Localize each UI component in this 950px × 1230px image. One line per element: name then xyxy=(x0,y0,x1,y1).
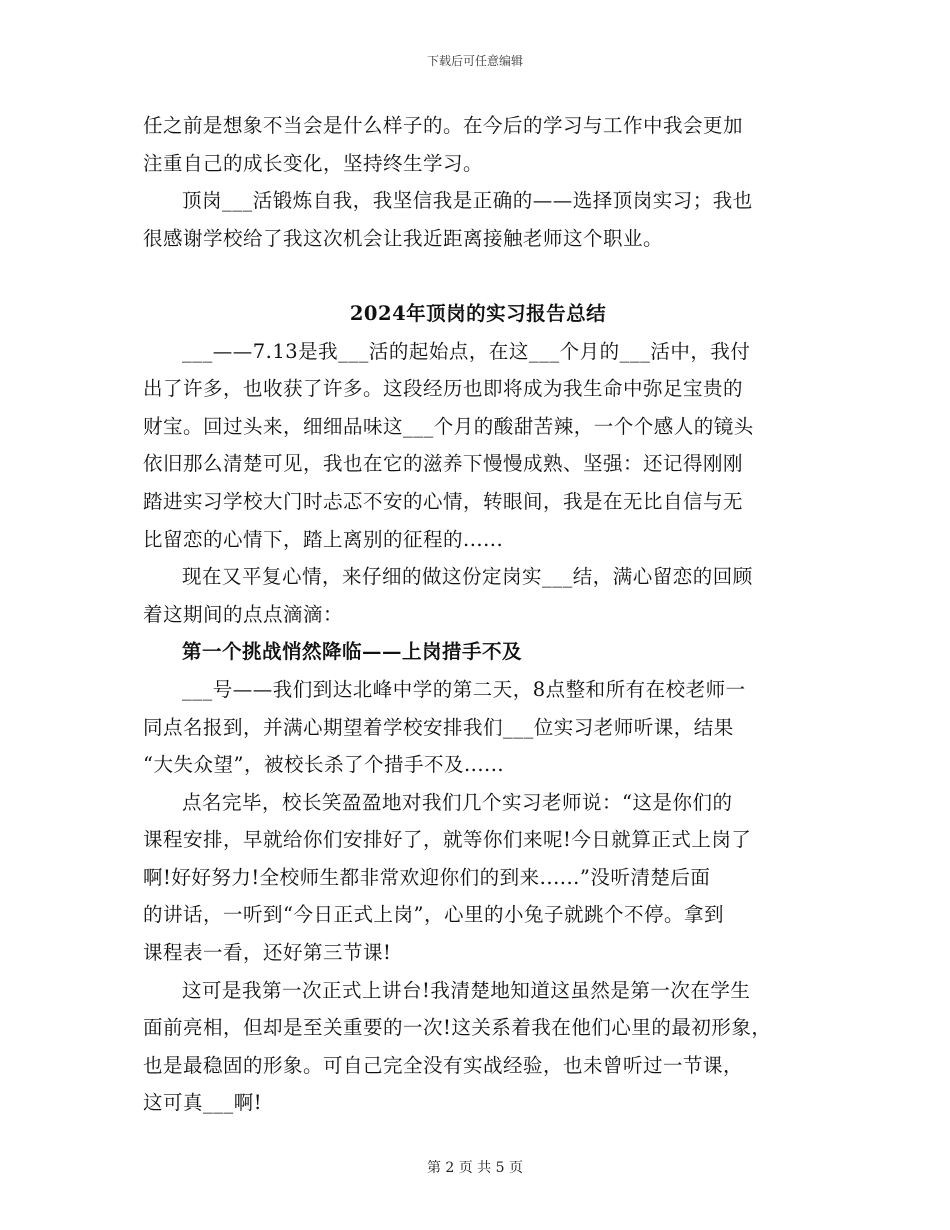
document-body xyxy=(143,107,813,1122)
body-line: 课程安排，早就给你们安排好了，就等你们来呢!今日就算正式上岗了 xyxy=(143,828,752,852)
body-line: 现在又平复心情，来仔细的做这份定岗实___结，满心留恋的回顾 xyxy=(182,565,753,589)
body-line: 顶岗___活锻炼自我，我坚信我是正确的——选择顶岗实习；我也 xyxy=(182,189,753,213)
body-line: 着这期间的点点滴滴： xyxy=(143,602,344,626)
body-line: 面前亮相，但却是至关重要的一次!这关系着我在他们心里的最初形象， xyxy=(143,1016,772,1040)
section-title: 2024年顶岗的实习报告总结 xyxy=(349,301,607,325)
body-line: 这可真___啊! xyxy=(143,1091,263,1115)
body-line: 财宝。回过头来，细细品味这___个月的酸甜苦辣，一个个感人的镜头 xyxy=(143,414,754,438)
page-header: 下载后可任意编辑 xyxy=(426,54,523,68)
body-line: 点名完毕，校长笑盈盈地对我们几个实习老师说：“这是你们的 xyxy=(182,790,733,814)
page-footer: 第 2 页 共 5 页 xyxy=(426,1160,524,1176)
body-line: 课程表一看，还好第三节课! xyxy=(143,941,392,965)
body-line: 出了许多，也收获了许多。这段经历也即将成为我生命中弥足宝贵的 xyxy=(143,377,744,401)
body-line: 的讲话，一听到“今日正式上岗”，心里的小兔子就跳个不停。拿到 xyxy=(143,903,724,927)
body-line: “大失众望”，被校长杀了个措手不及...... xyxy=(143,753,505,777)
subsection-heading: 第一个挑战悄然降临——上岗措手不及 xyxy=(182,640,523,664)
body-line: 依旧那么清楚可见，我也在它的滋养下慢慢成熟、坚强：还记得刚刚 xyxy=(143,452,744,476)
body-line: 比留恋的心情下，踏上离别的征程的...... xyxy=(143,527,504,551)
body-line: 任之前是想象不当会是什么样子的。在今后的学习与工作中我会更加 xyxy=(143,114,744,137)
body-line: 同点名报到，并满心期望着学校安排我们___位实习老师听课，结果 xyxy=(143,715,734,739)
body-line: 也是最稳固的形象。可自己完全没有实战经验，也未曾听过一节课， xyxy=(143,1053,744,1077)
body-line: ___号——我们到达北峰中学的第二天，8点整和所有在校老师一 xyxy=(182,677,746,701)
body-line: 啊!好好努力!全校师生都非常欢迎你们的到来......”没听清楚后面 xyxy=(143,865,711,889)
blank-line xyxy=(143,257,813,295)
body-line: 很感谢学校给了我这次机会让我近距离接触老师这个职业。 xyxy=(143,226,664,250)
body-line: 踏进实习学校大门时忐忑不安的心情，转眼间，我是在无比自信与无 xyxy=(143,489,744,513)
body-line: ___——7.13是我___活的起始点，在这___个月的___活中，我付 xyxy=(182,339,751,363)
body-line: 注重自己的成长变化，坚持终生学习。 xyxy=(143,151,484,175)
body-line: 这可是我第一次正式上讲台!我清楚地知道这虽然是第一次在学生 xyxy=(182,978,751,1002)
